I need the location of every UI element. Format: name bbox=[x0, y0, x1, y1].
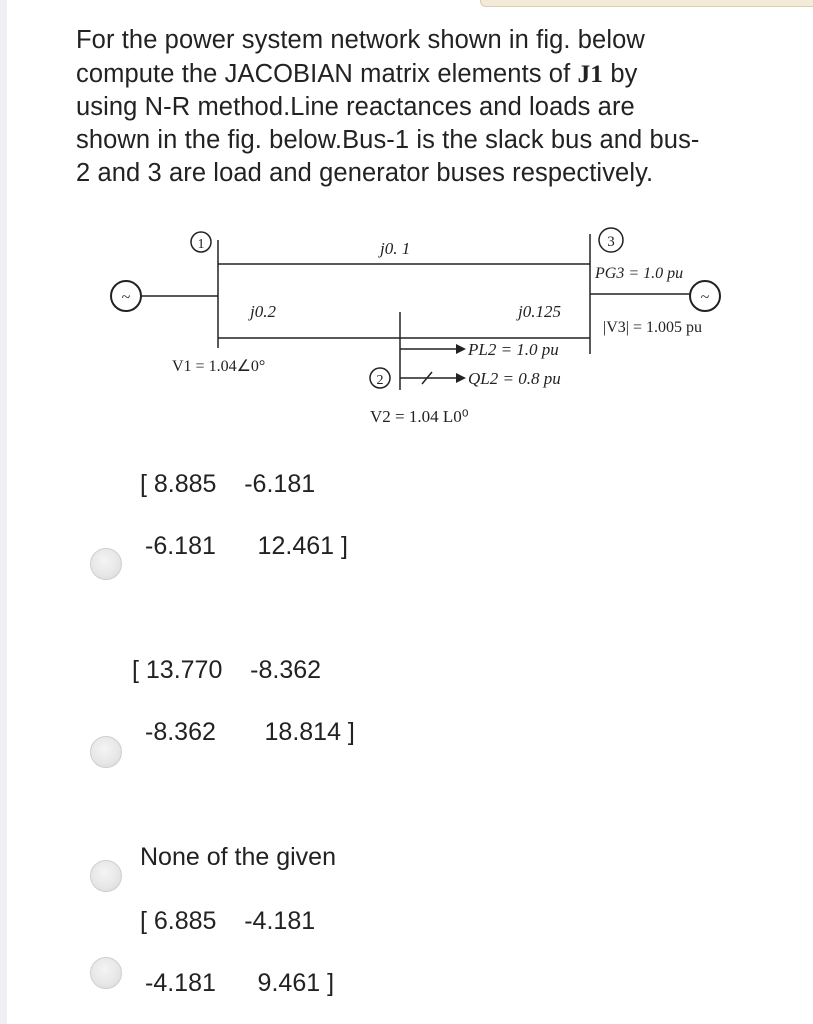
pl2-label: PL2 = 1.0 pu bbox=[468, 340, 559, 359]
option-2-row-2: -8.362 18.814 ] bbox=[145, 718, 355, 746]
question-line-2 bbox=[76, 57, 766, 91]
jacobian-symbol: J1 bbox=[577, 59, 604, 88]
bus-1-number: 1 bbox=[197, 237, 205, 252]
option-1-radio[interactable] bbox=[90, 548, 122, 580]
ql2-label: QL2 = 0.8 pu bbox=[468, 369, 561, 388]
top-edge-bar bbox=[480, 0, 813, 7]
option-3-label: None of the given bbox=[140, 843, 336, 871]
question-line-3: using N-R method.Line reactances and loads are bbox=[76, 93, 635, 121]
v3-label: |V3| = 1.005 pu bbox=[603, 319, 702, 336]
v2-label: V2 = 1.04 L0⁰ bbox=[370, 407, 469, 426]
question-line-5: 2 and 3 are load and generator buses respectively. bbox=[76, 159, 654, 187]
question-line-2-end: by bbox=[603, 60, 638, 88]
line-2-3-reactance: j0.125 bbox=[518, 302, 561, 321]
question-text bbox=[76, 24, 766, 190]
generator-3-symbol: ~ bbox=[700, 289, 710, 306]
bus-1-label bbox=[191, 232, 211, 252]
generator-3-icon bbox=[690, 281, 720, 311]
ql2-arrowhead bbox=[456, 373, 466, 383]
option-4-radio[interactable] bbox=[90, 957, 122, 989]
question-line-4: shown in the fig. below.Bus-1 is the slack bus and bus- bbox=[76, 126, 700, 154]
bus-3-label bbox=[599, 228, 623, 252]
option-1-row-2: -6.181 12.461 ] bbox=[145, 532, 348, 560]
bus-2-number: 2 bbox=[376, 373, 384, 388]
pl2-arrowhead bbox=[456, 344, 466, 354]
bus-3-number: 3 bbox=[607, 234, 615, 250]
generator-1-icon bbox=[111, 281, 141, 311]
option-4-row-1: [ 6.885 -4.181 bbox=[140, 907, 316, 935]
option-1-row-1: [ 8.885 -6.181 bbox=[140, 470, 316, 498]
v1-label: V1 = 1.04∠0° bbox=[172, 358, 266, 375]
option-3-radio[interactable] bbox=[90, 860, 122, 892]
bus-2-label bbox=[370, 368, 390, 388]
pg3-label: PG3 = 1.0 pu bbox=[595, 265, 684, 282]
generator-1-symbol: ~ bbox=[121, 289, 131, 306]
question-line-1: For the power system network shown in fig. below bbox=[76, 26, 645, 54]
line-1-3-reactance: j0. 1 bbox=[380, 239, 411, 258]
option-2-radio[interactable] bbox=[90, 736, 122, 768]
line-1-2-reactance: j0.2 bbox=[250, 302, 276, 321]
option-2-row-1: [ 13.770 -8.362 bbox=[132, 656, 322, 684]
option-4-row-2: -4.181 9.461 ] bbox=[145, 969, 335, 997]
left-edge-strip bbox=[0, 0, 7, 1024]
question-line-2-text: compute the JACOBIAN matrix elements of bbox=[76, 60, 578, 88]
power-system-diagram bbox=[100, 222, 750, 432]
